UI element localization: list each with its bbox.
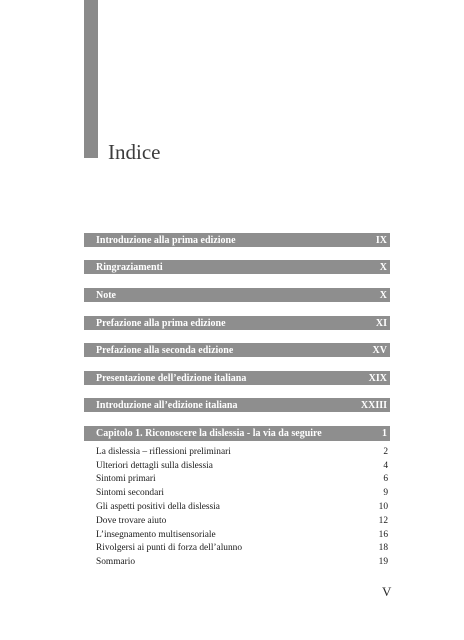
toc-section-title: Introduzione alla prima edizione xyxy=(96,234,236,246)
toc-entry-page: 6 xyxy=(383,474,388,485)
toc-section-row[interactable] xyxy=(84,288,390,302)
toc-section-row[interactable] xyxy=(84,233,390,247)
toc-entry-row[interactable] xyxy=(84,542,390,556)
toc-section-page: XXIII xyxy=(360,399,387,411)
toc-section-page: XV xyxy=(372,344,387,356)
toc-section-row[interactable] xyxy=(84,260,390,274)
toc-entry-page: 16 xyxy=(378,529,388,540)
toc-section-title: Note xyxy=(96,289,116,301)
toc-section-row[interactable] xyxy=(84,398,390,412)
toc-entry-title: Sintomi primari xyxy=(96,474,156,485)
decorative-vertical-bar xyxy=(84,0,98,158)
toc-section-page: IX xyxy=(375,234,387,246)
toc-entry-page: 4 xyxy=(383,460,388,471)
toc-chapter-title: Capitolo 1. Riconoscere la dislessia - la via da seguire xyxy=(96,428,322,439)
toc-section-title: Prefazione alla seconda edizione xyxy=(96,344,234,356)
toc-entry-page: 2 xyxy=(383,446,388,457)
toc-entry-title: Sintomi secondari xyxy=(96,488,164,499)
toc-entry-page: 9 xyxy=(383,488,388,499)
toc-entry-title: La dislessia – riflessioni preliminari xyxy=(96,446,231,457)
toc-section-title: Prefazione alla prima edizione xyxy=(96,317,226,329)
toc-entry-title: Rivolgersi ai punti di forza dell’alunno xyxy=(96,543,243,554)
toc-entry-row[interactable] xyxy=(84,500,390,514)
page-folio: V xyxy=(382,584,392,599)
toc-entry-title: Gli aspetti positivi della dislessia xyxy=(96,502,220,513)
toc-entry-row[interactable] xyxy=(84,555,390,569)
toc-section-row[interactable] xyxy=(84,343,390,357)
toc-entry-row[interactable] xyxy=(84,514,390,528)
toc-entry-row[interactable] xyxy=(84,528,390,542)
toc-entry-title: Ulteriori dettagli sulla dislessia xyxy=(96,460,213,471)
toc-entry-row[interactable] xyxy=(84,473,390,487)
toc-entry-row[interactable] xyxy=(84,445,390,459)
toc-entry-row[interactable] xyxy=(84,486,390,500)
toc-section-row[interactable] xyxy=(84,316,390,330)
toc-entry-page: 10 xyxy=(378,502,388,513)
toc-section-page: X xyxy=(379,261,387,273)
toc-section-page: X xyxy=(379,289,387,301)
toc-entry-title: L’insegnamento multisensoriale xyxy=(96,529,216,540)
toc-section-title: Introduzione all’edizione italiana xyxy=(96,399,238,411)
toc-chapter-page: 1 xyxy=(382,428,387,439)
toc-section-title: Presentazione dell’edizione italiana xyxy=(96,372,247,384)
toc-section-title: Ringraziamenti xyxy=(96,261,163,273)
toc-chapter-entries xyxy=(84,445,390,569)
toc-section-page: XI xyxy=(375,317,387,329)
toc-entry-title: Dove trovare aiuto xyxy=(96,515,167,526)
toc-section-row[interactable] xyxy=(84,371,390,385)
toc-chapter-row[interactable] xyxy=(84,426,390,441)
toc-entry-page: 18 xyxy=(378,543,388,554)
page-title: Indice xyxy=(108,140,161,164)
toc-entry-page: 12 xyxy=(378,515,388,526)
toc-entry-row[interactable] xyxy=(84,459,390,473)
toc-entry-page: 19 xyxy=(378,557,388,568)
toc-entry-title: Sommario xyxy=(96,557,136,568)
toc-section-page: XIX xyxy=(368,372,387,384)
